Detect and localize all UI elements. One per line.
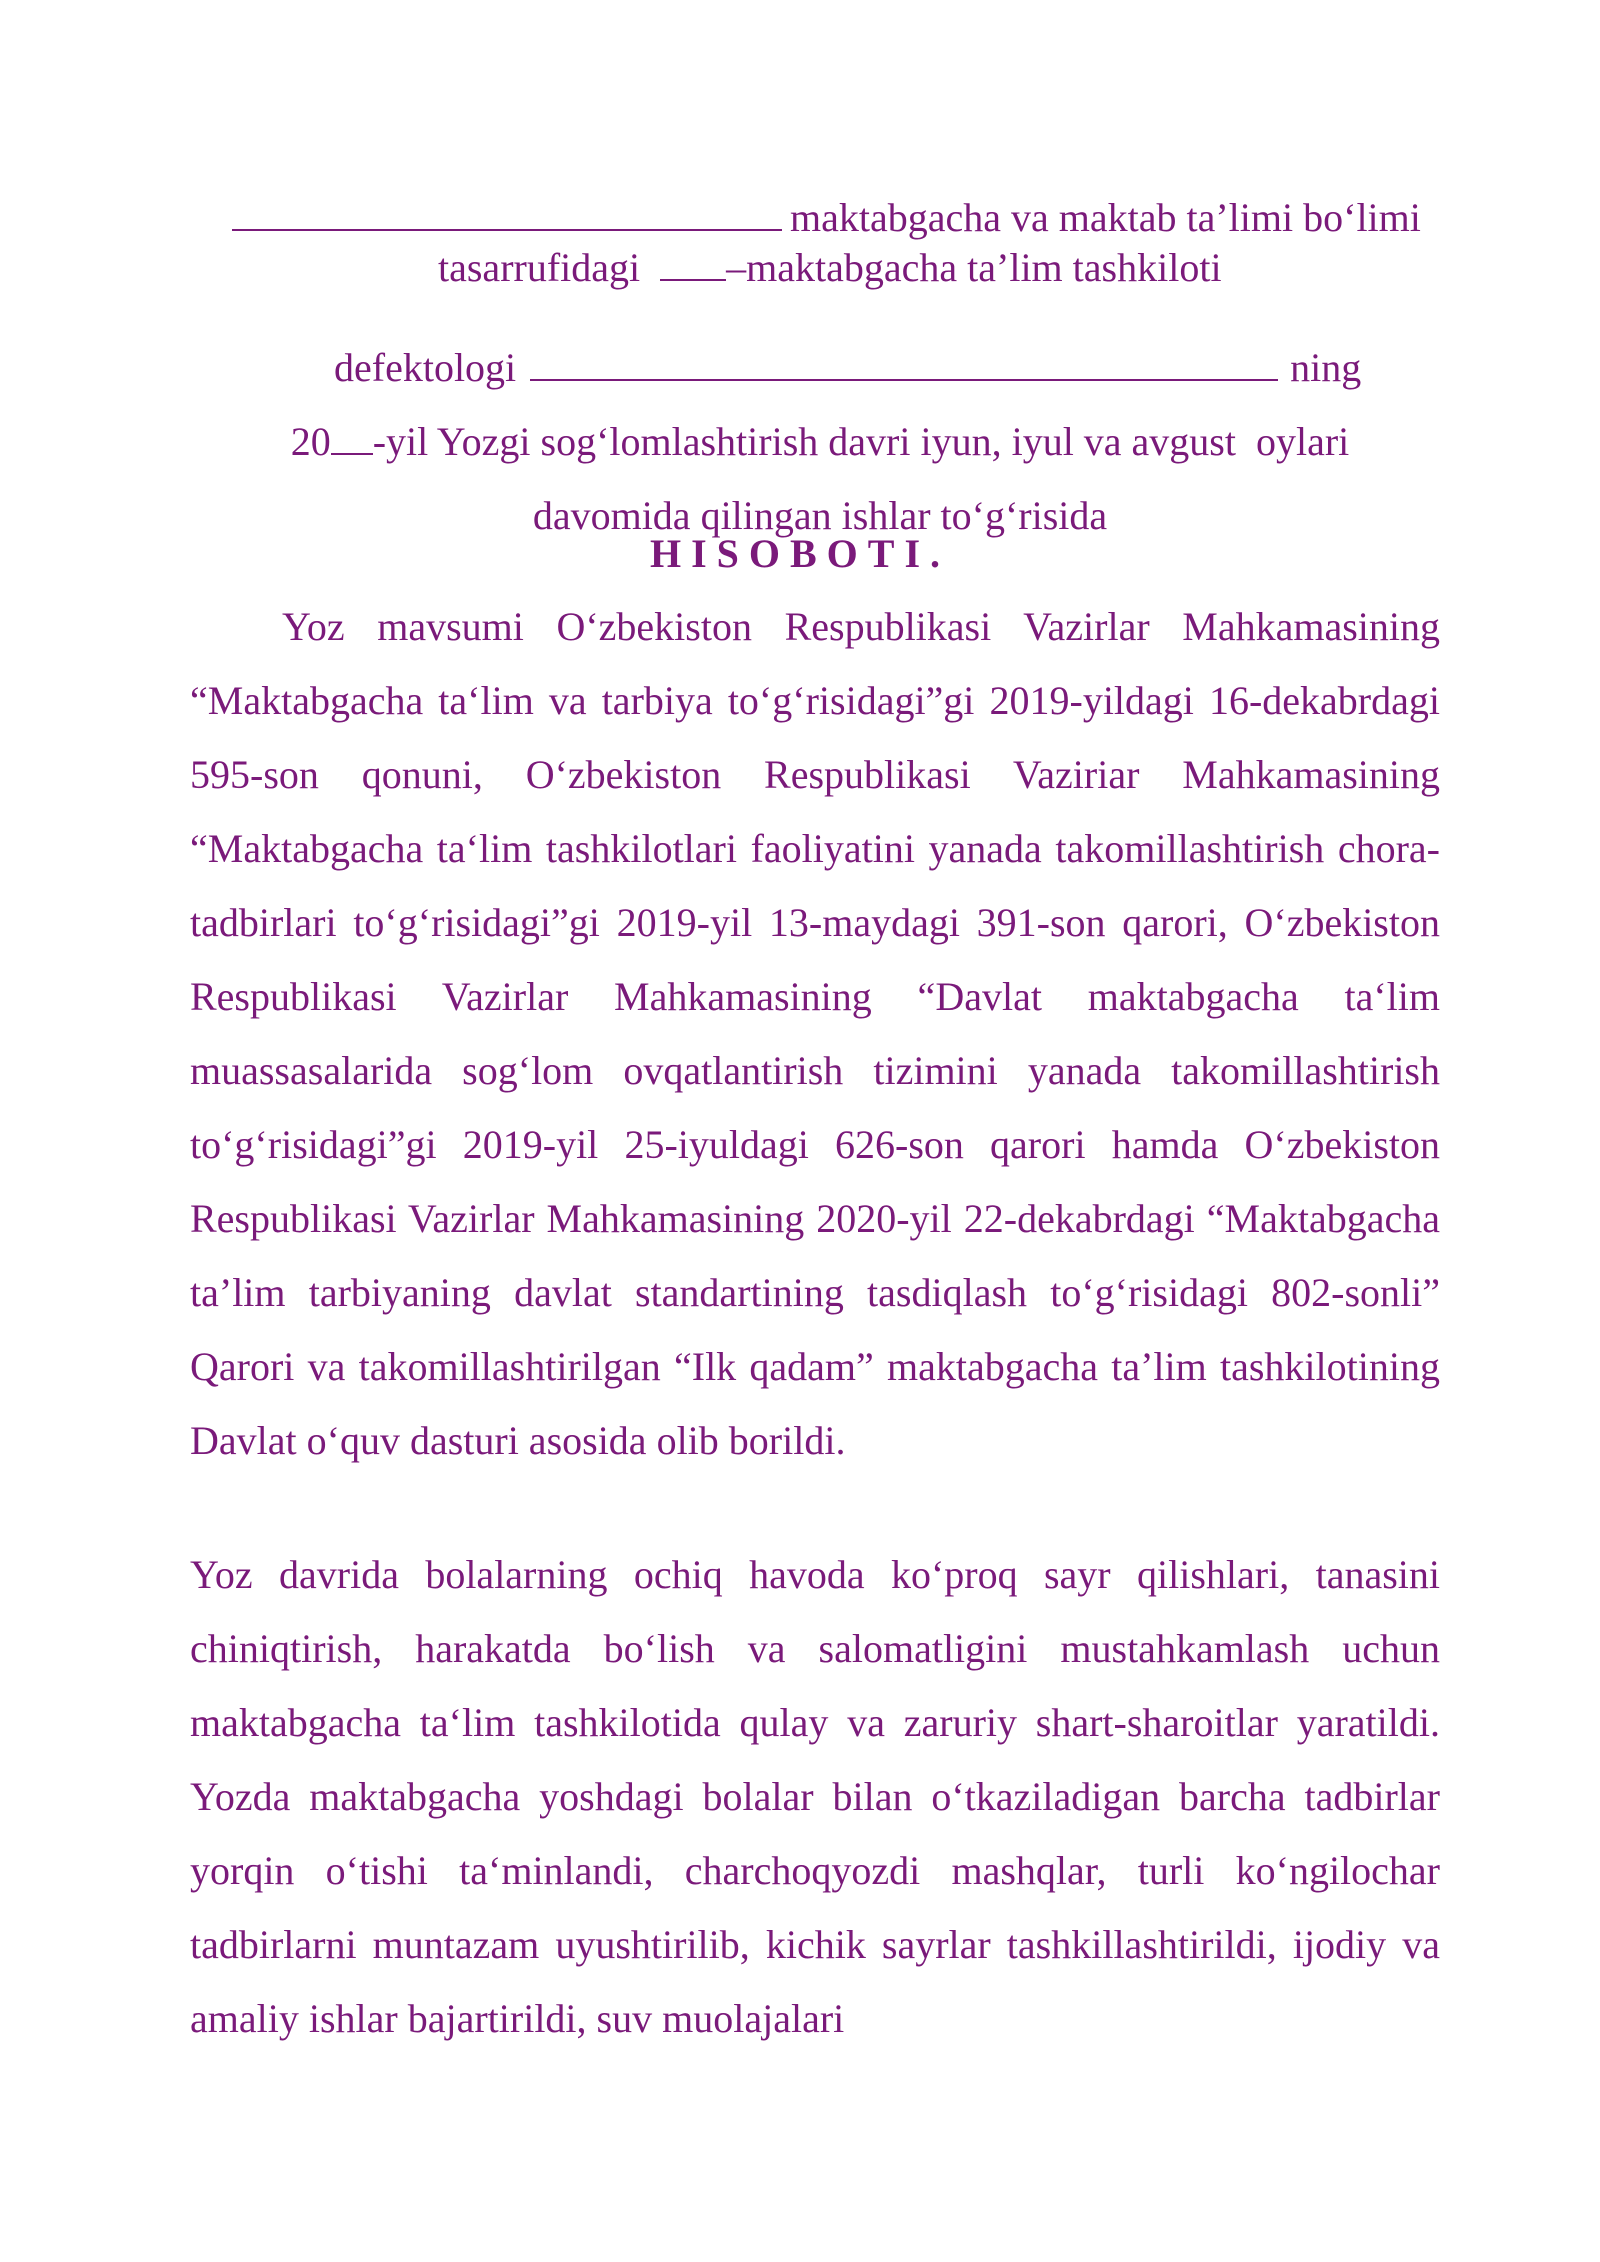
header-line-2-suffix: –maktabgacha ta’lim tashkiloti <box>726 245 1222 290</box>
header-year-prefix: 20 <box>290 419 331 464</box>
header-line-1-text: maktabgacha va maktab ta’limi bo‘limi <box>790 195 1421 240</box>
header-line-2-prefix: tasarrufidagi <box>438 245 641 290</box>
blank-organization-number <box>660 249 726 281</box>
header-line-3-suffix: ning <box>1290 345 1362 390</box>
blank-year <box>331 423 373 455</box>
paragraph-1: Yoz mavsumi O‘zbekiston Respublikasi Vazirlar Mahkamasining “Maktabgacha ta‘lim va tarbiya to‘g‘risidagi”gi 2019-yildagi 16-dekabrdagi 595-son qonuni, O‘zbekiston Respublikasi Vaziriar Mahkamasining “Maktabgacha ta‘lim tashkilotlari faoliyatini yanada takomillashtirish chora-tadbirlari to‘g‘risidagi”gi 2019-yil 13-maydagi 391-son qarori, O‘zbekiston Respublikasi Vazirlar Mahkamasining “Davlat maktabgacha ta‘lim muassasalarida sog‘lom ovqatlantirish tizimini yanada takomillashtirish to‘g‘risidagi”gi 2019-yil 25-iyuldagi 626-son qarori hamda O‘zbekiston Respublikasi Vazirlar Mahkamasining 2020-yil 22-dekabrdagi “Maktabgacha ta’lim tarbiyaning davlat standartining tasdiqlash to‘g‘risidagi 802-sonli” Qarori va takomillashtirilgan “Ilk qadam” maktabgacha ta’lim tashkilotining Davlat o‘quv dasturi asosida olib borildi. <box>190 604 1440 1463</box>
paragraph-2: Yoz davrida bolalarning ochiq havoda ko‘proq sayr qilishlari, tanasini chiniqtirish, harakatda bo‘lish va salomatligini mustahkamlash uchun maktabgacha ta‘lim tashkilotida qulay va zaruriy shart-sharoitlar yaratildi. Yozda maktabgacha yoshdagi bolalar bilan o‘tkaziladigan barcha tadbirlar yorqin o‘tishi ta‘minlandi, charchoqyozdi mashqlar, turli ko‘ngilochar tadbirlarni muntazam uyushtirilib, kichik sayrlar tashkillashtirildi, ijodiy va amaliy ishlar bajartirildi, suv muolajalari <box>190 1552 1440 2041</box>
header-line-3-prefix: defektologi <box>334 345 517 390</box>
blank-defectologist-name <box>530 349 1278 381</box>
header-line-5-text: davomida qilingan ishlar to‘g‘risida <box>532 493 1108 538</box>
header-line-4-text: -yil Yozgi sog‘lomlashtirish davri iyun, iyul va avgust oylari <box>372 419 1350 464</box>
document-title: HISOBOTI. <box>649 531 951 576</box>
